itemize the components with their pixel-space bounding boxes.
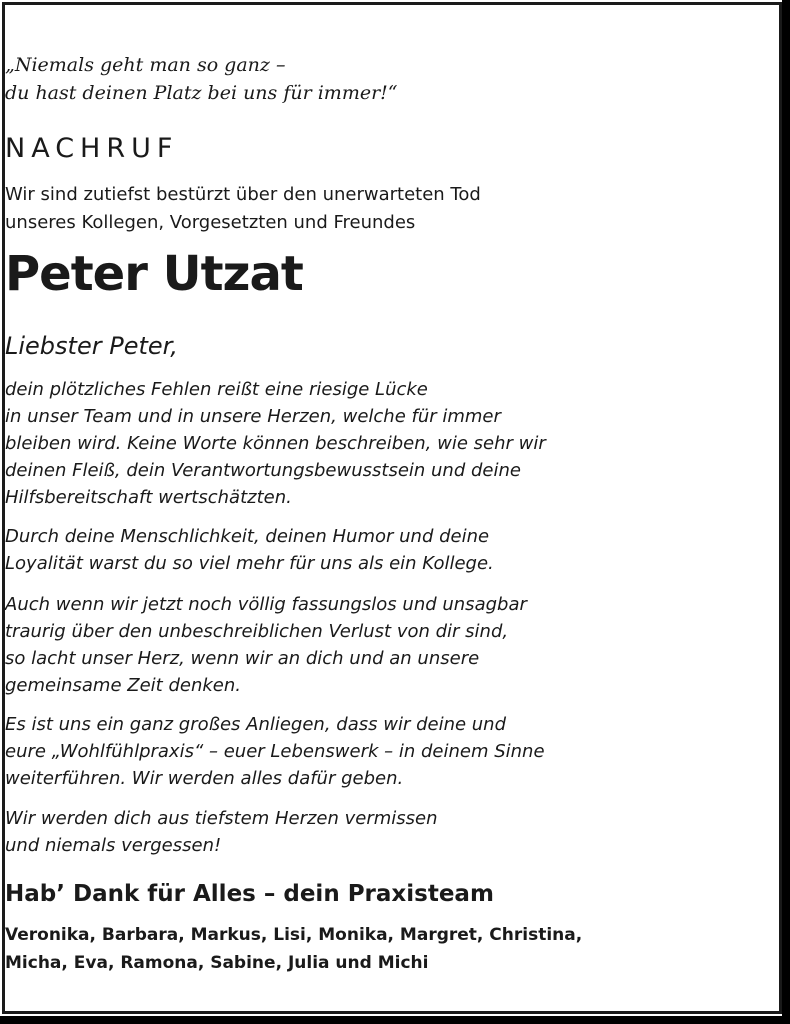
scan-edge-bottom: [0, 1016, 790, 1024]
scan-edge-right: [782, 0, 790, 1024]
paragraph-line: Hilfsbereitschaft wertschätzten.: [5, 487, 292, 508]
team-names-line: Veronika, Barbara, Markus, Lisi, Monika, Margret, Christina,: [5, 925, 583, 945]
motto-quote: [5, 51, 785, 107]
intro-line: Wir sind zutiefst bestürzt über den unerwarteten Tod: [5, 184, 481, 205]
paragraph-line: weiterführen. Wir werden alles dafür geben.: [5, 768, 404, 789]
paragraph-1: [5, 376, 785, 511]
paragraph-line: so lacht unser Herz, wenn wir an dich und an unsere: [5, 648, 480, 669]
motto-line: „Niemals geht man so ganz –: [5, 54, 286, 76]
paragraph-line: gemeinsame Zeit denken.: [5, 675, 241, 696]
deceased-name: Peter Utzat: [5, 246, 303, 302]
paragraph-line: Loyalität warst du so viel mehr für uns als ein Kollege.: [5, 553, 494, 574]
motto-line: du hast deinen Platz bei uns für immer!“: [5, 82, 398, 104]
paragraph-4: [5, 711, 785, 792]
greeting: Liebster Peter,: [5, 332, 178, 360]
intro-text: [5, 181, 785, 237]
paragraph-line: und niemals vergessen!: [5, 835, 222, 856]
paragraph-line: dein plötzliches Fehlen reißt eine riesige Lücke: [5, 379, 428, 400]
paragraph-line: bleiben wird. Keine Worte können beschreiben, wie sehr wir: [5, 433, 546, 454]
paragraph-line: eure „Wohlfühlpraxis“ – euer Lebenswerk – in deinem Sinne: [5, 741, 545, 762]
paragraph-line: Durch deine Menschlichkeit, deinen Humor und deine: [5, 526, 490, 547]
paragraph-line: Auch wenn wir jetzt noch völlig fassungslos und unsagbar: [5, 594, 527, 615]
thanks-line: Hab’ Dank für Alles – dein Praxisteam: [5, 881, 494, 907]
paragraph-line: traurig über den unbeschreiblichen Verlust von dir sind,: [5, 621, 509, 642]
paragraph-line: in unser Team und in unsere Herzen, welche für immer: [5, 406, 501, 427]
intro-line: unseres Kollegen, Vorgesetzten und Freundes: [5, 212, 416, 233]
team-names-line: Micha, Eva, Ramona, Sabine, Julia und Michi: [5, 953, 429, 973]
team-names: [5, 921, 785, 977]
paragraph-3: [5, 591, 785, 699]
obituary-notice: [2, 2, 782, 1014]
paragraph-line: Wir werden dich aus tiefstem Herzen vermissen: [5, 808, 438, 829]
paragraph-line: Es ist uns ein ganz großes Anliegen, dass wir deine und: [5, 714, 507, 735]
notice-heading: NACHRUF: [5, 133, 179, 164]
paragraph-2: [5, 523, 785, 577]
paragraph-5: [5, 805, 785, 859]
paragraph-line: deinen Fleiß, dein Verantwortungsbewusstsein und deine: [5, 460, 521, 481]
